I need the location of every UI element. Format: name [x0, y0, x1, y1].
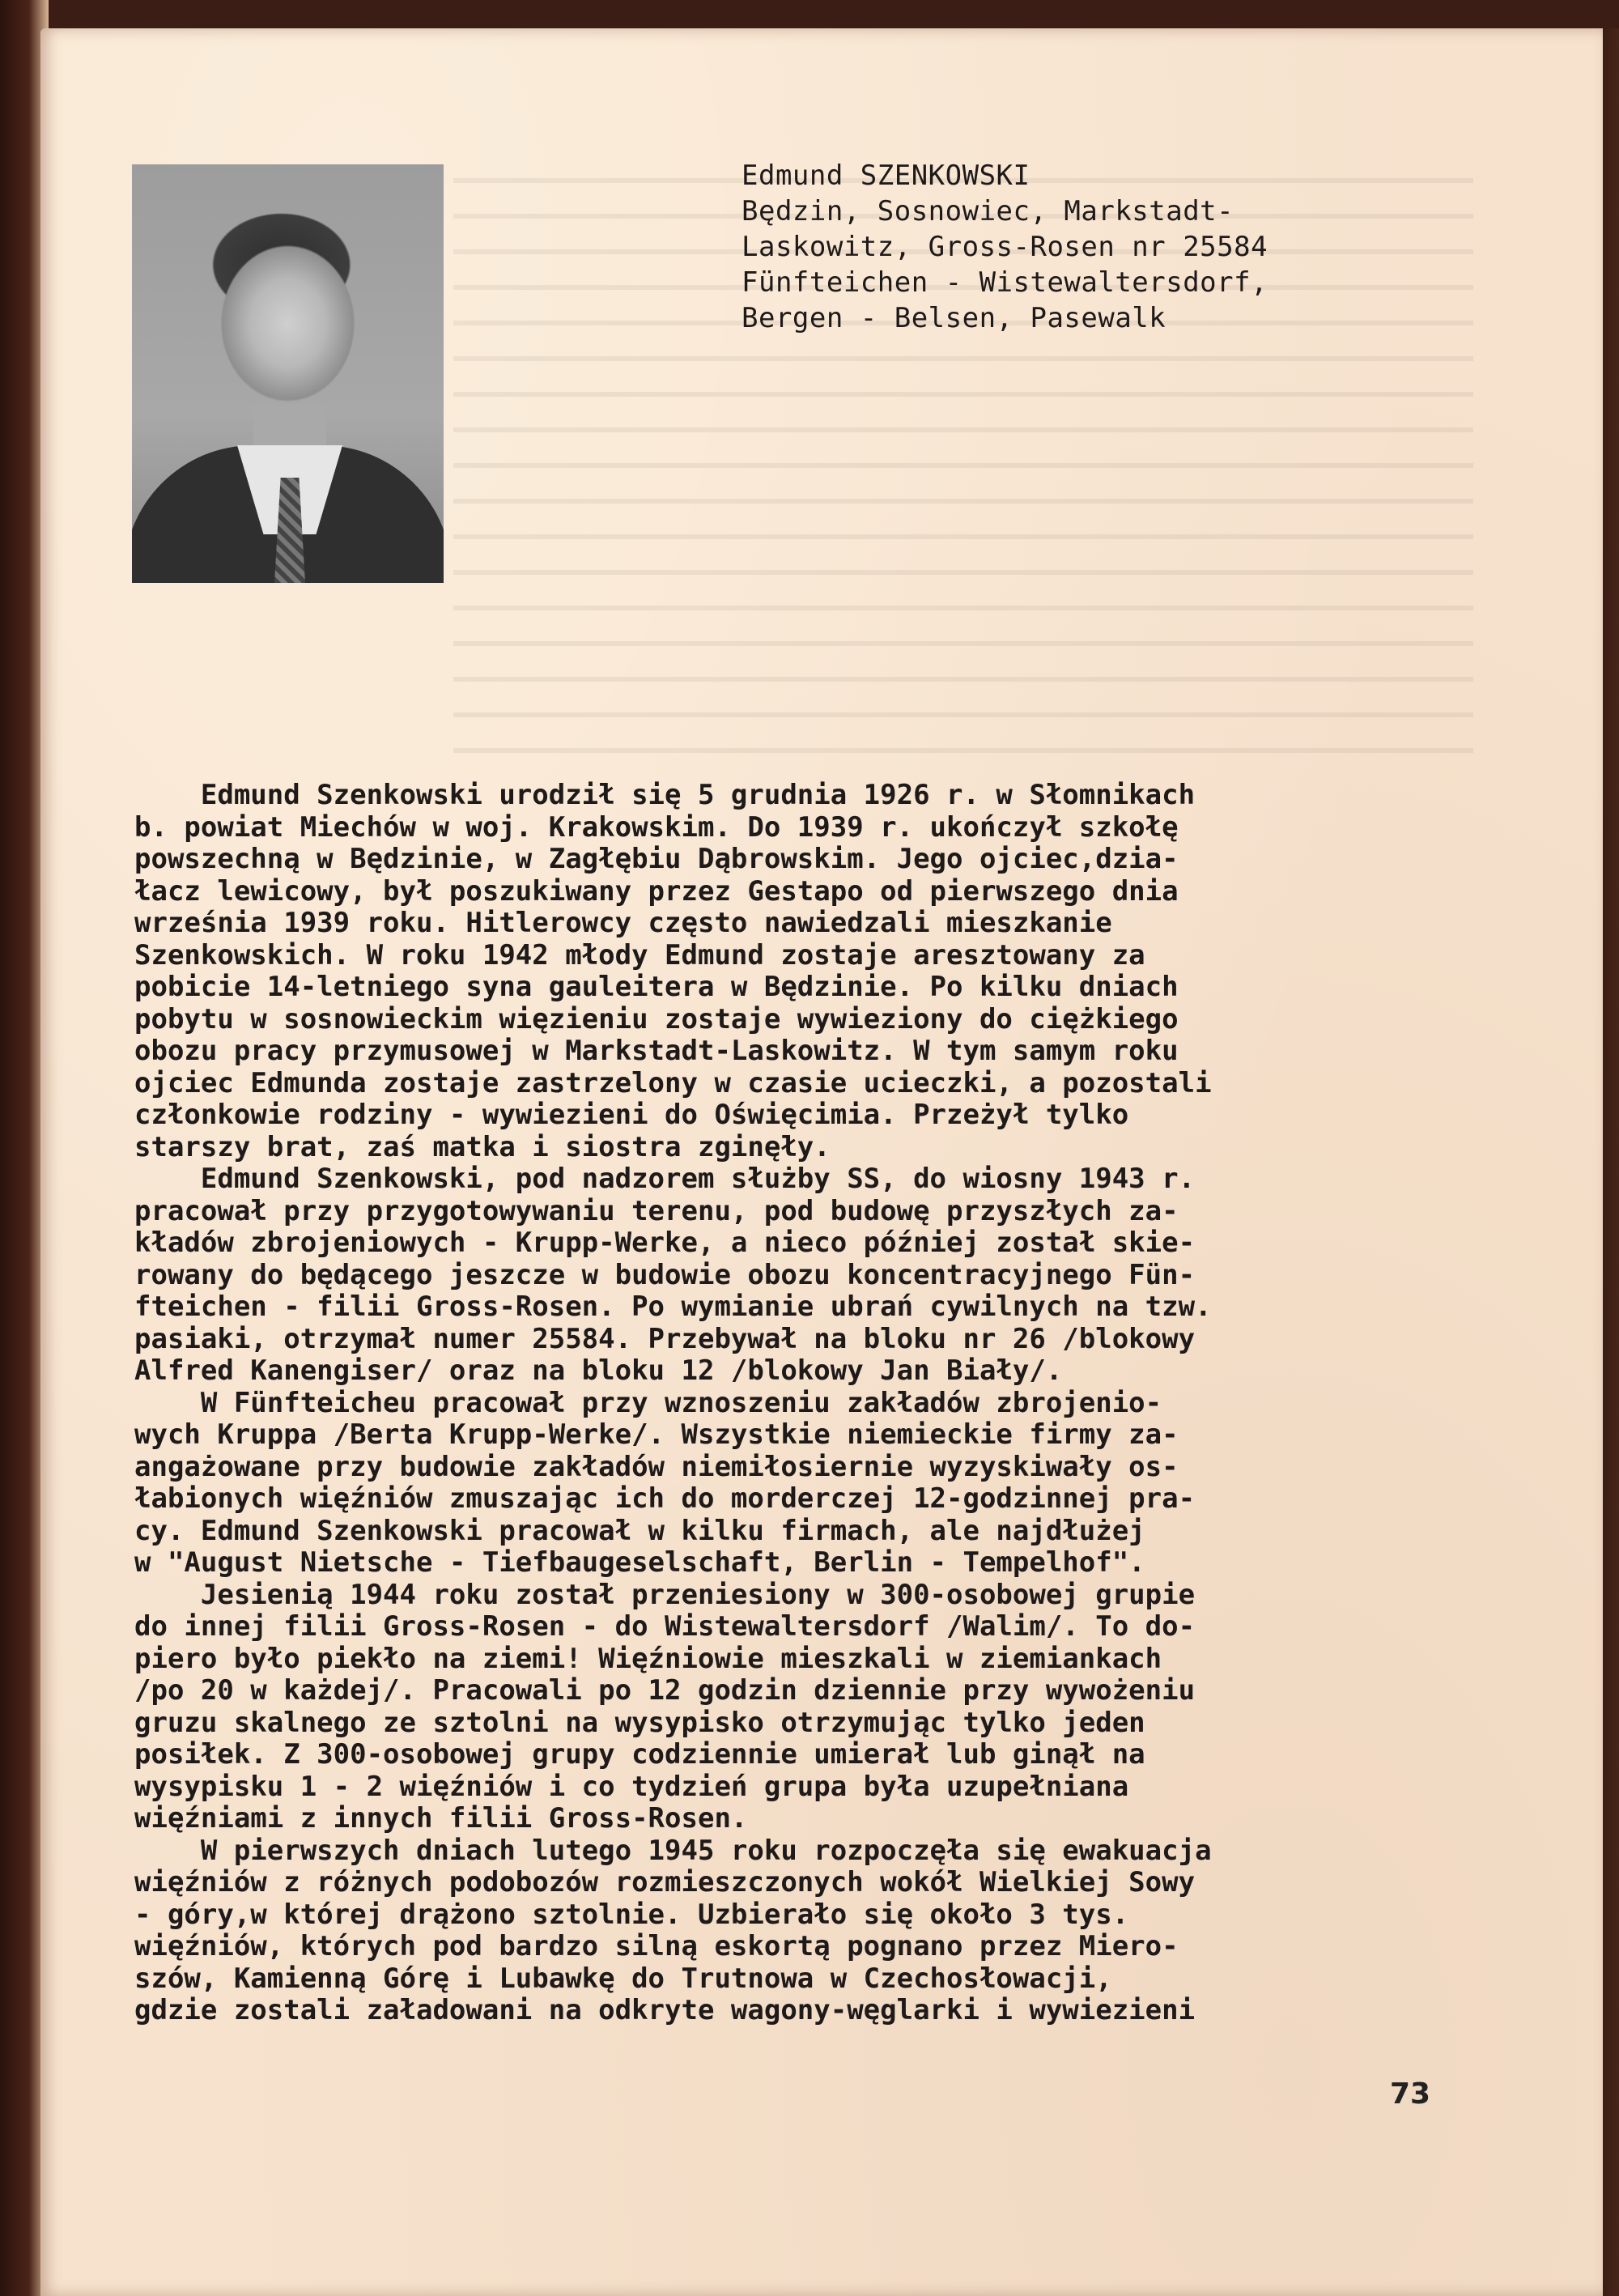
body-text-line: kładów zbrojeniowych - Krupp-Werke, a nieco później został skie- — [134, 1227, 1196, 1259]
body-text-line: więźniów z różnych podobozów rozmieszczonych wokół Wielkiej Sowy — [134, 1866, 1196, 1898]
body-text-line: /po 20 w każdej/. Pracowali po 12 godzin dziennie przy wywożeniu — [134, 1674, 1196, 1707]
body-text-line: pobytu w sosnowieckim więzieniu zostaje wywieziony do ciężkiego — [134, 1002, 1179, 1035]
portrait-photo — [132, 164, 444, 583]
page-edge-shadow — [1603, 28, 1619, 2296]
body-text-line: września 1939 roku. Hitlerowcy często nawiedzali mieszkanie — [134, 907, 1112, 939]
body-text-line: Edmund Szenkowski, pod nadzorem służby SS, do wiosny 1943 r. — [134, 1163, 1196, 1195]
body-text-line: rowany do będącego jeszcze w budowie obozu koncentracyjnego Fün- — [134, 1258, 1196, 1291]
body-text-line: Alfred Kanengiser/ oraz na bloku 12 /blokowy Jan Biały/. — [134, 1354, 1063, 1387]
body-text-line: członkowie rodziny - wywiezieni do Oświęcimia. Przeżył tylko — [134, 1099, 1129, 1131]
body-text-line: cy. Edmund Szenkowski pracował w kilku firmach, ale najdłużej — [134, 1514, 1145, 1547]
body-text-line: do innej filii Gross-Rosen - do Wistewaltersdorf /Walim/. To do- — [134, 1610, 1196, 1643]
body-text-line: W pierwszych dniach lutego 1945 roku rozpoczęła się ewakuacja — [134, 1834, 1212, 1867]
body-text-line: obozu pracy przymusowej w Markstadt-Laskowitz. W tym samym roku — [134, 1035, 1179, 1067]
biography-body — [134, 780, 1511, 2027]
body-text-line: szów, Kamienną Górę i Lubawkę do Trutnowa w Czechosłowacji, — [134, 1962, 1112, 1995]
header-places-line: Laskowitz, Gross-Rosen nr 25584 — [742, 231, 1268, 263]
body-text-line: pasiaki, otrzymał numer 25584. Przebywał na bloku nr 26 /blokowy — [134, 1322, 1196, 1355]
body-text-line: posiłek. Z 300-osobowej grupy codziennie umierał lub ginął na — [134, 1738, 1145, 1771]
body-text-line: fteichen - filii Gross-Rosen. Po wymianie ubrań cywilnych na tzw. — [134, 1290, 1212, 1323]
header-places-line: Będzin, Sosnowiec, Markstadt- — [742, 195, 1234, 227]
body-text-line: pobicie 14-letniego syna gauleitera w Będzinie. Po kilku dniach — [134, 971, 1179, 1003]
body-text-line: w "August Nietsche - Tiefbaugeselschaft, Berlin - Tempelhof". — [134, 1546, 1145, 1579]
body-text-line: piero było piekło na ziemi! Więźniowie mieszkali w ziemiankach — [134, 1642, 1162, 1675]
body-text-line: b. powiat Miechów w woj. Krakowskim. Do 1939 r. ukończył szkołę — [134, 810, 1179, 844]
body-text-line: starszy brat, zaś matka i siostra zginęły. — [134, 1130, 831, 1163]
body-text-line: powszechną w Będzinie, w Zagłębiu Dąbrowskim. Jego ojciec,dzia- — [134, 843, 1179, 875]
body-text-line: Edmund Szenkowski urodził się 5 grudnia 1926 r. w Słomnikach — [134, 779, 1196, 811]
body-text-line: więźniów, których pod bardzo silną eskortą pognano przez Miero- — [134, 1930, 1179, 1962]
body-text-line: gdzie zostali załadowani na odkryte wagony-węglarki i wywiezieni — [134, 1994, 1196, 2026]
body-text-line: ojciec Edmunda zostaje zastrzelony w czasie ucieczki, a pozostali — [134, 1066, 1212, 1099]
body-text-line: wysypisku 1 - 2 więźniów i co tydzień grupa była uzupełniana — [134, 1770, 1129, 1803]
body-text-line: łabionych więźniów zmuszając ich do morderczej 12-godzinnej pra- — [134, 1482, 1196, 1515]
header-name: Edmund SZENKOWSKI — [742, 159, 1030, 192]
body-text-line: Jesienią 1944 roku został przeniesiony w 300-osobowej grupie — [134, 1578, 1196, 1611]
body-text-line: gruzu skalnego ze sztolni na wysypisko otrzymując tylko jeden — [134, 1706, 1145, 1739]
page-number: 73 — [1390, 2077, 1431, 2111]
body-text-line: pracował przy przygotowywaniu terenu, pod budowę przyszłych za- — [134, 1194, 1179, 1227]
body-text-line: łacz lewicowy, był poszukiwany przez Gestapo od pierwszego dnia — [134, 874, 1179, 908]
biography-header — [742, 158, 1470, 336]
header-places-line: Fünfteichen - Wistewaltersdorf, — [742, 266, 1268, 299]
body-text-line: więźniami z innych filii Gross-Rosen. — [134, 1802, 748, 1835]
body-text-line: Szenkowskich. W roku 1942 młody Edmund zostaje aresztowany za — [134, 938, 1145, 972]
body-text-line: wych Kruppa /Berta Krupp-Werke/. Wszystkie niemieckie firmy za- — [134, 1418, 1179, 1451]
body-text-line: - góry,w której drążono sztolnie. Uzbierało się około 3 tys. — [134, 1898, 1129, 1931]
header-places-line: Bergen - Belsen, Pasewalk — [742, 302, 1166, 334]
body-text-line: angażowane przy budowie zakładów niemiłosiernie wyzyskiwały os- — [134, 1450, 1179, 1483]
body-text-line: W Fünfteicheu pracował przy wznoszeniu zakładów zbrojenio- — [134, 1386, 1162, 1419]
